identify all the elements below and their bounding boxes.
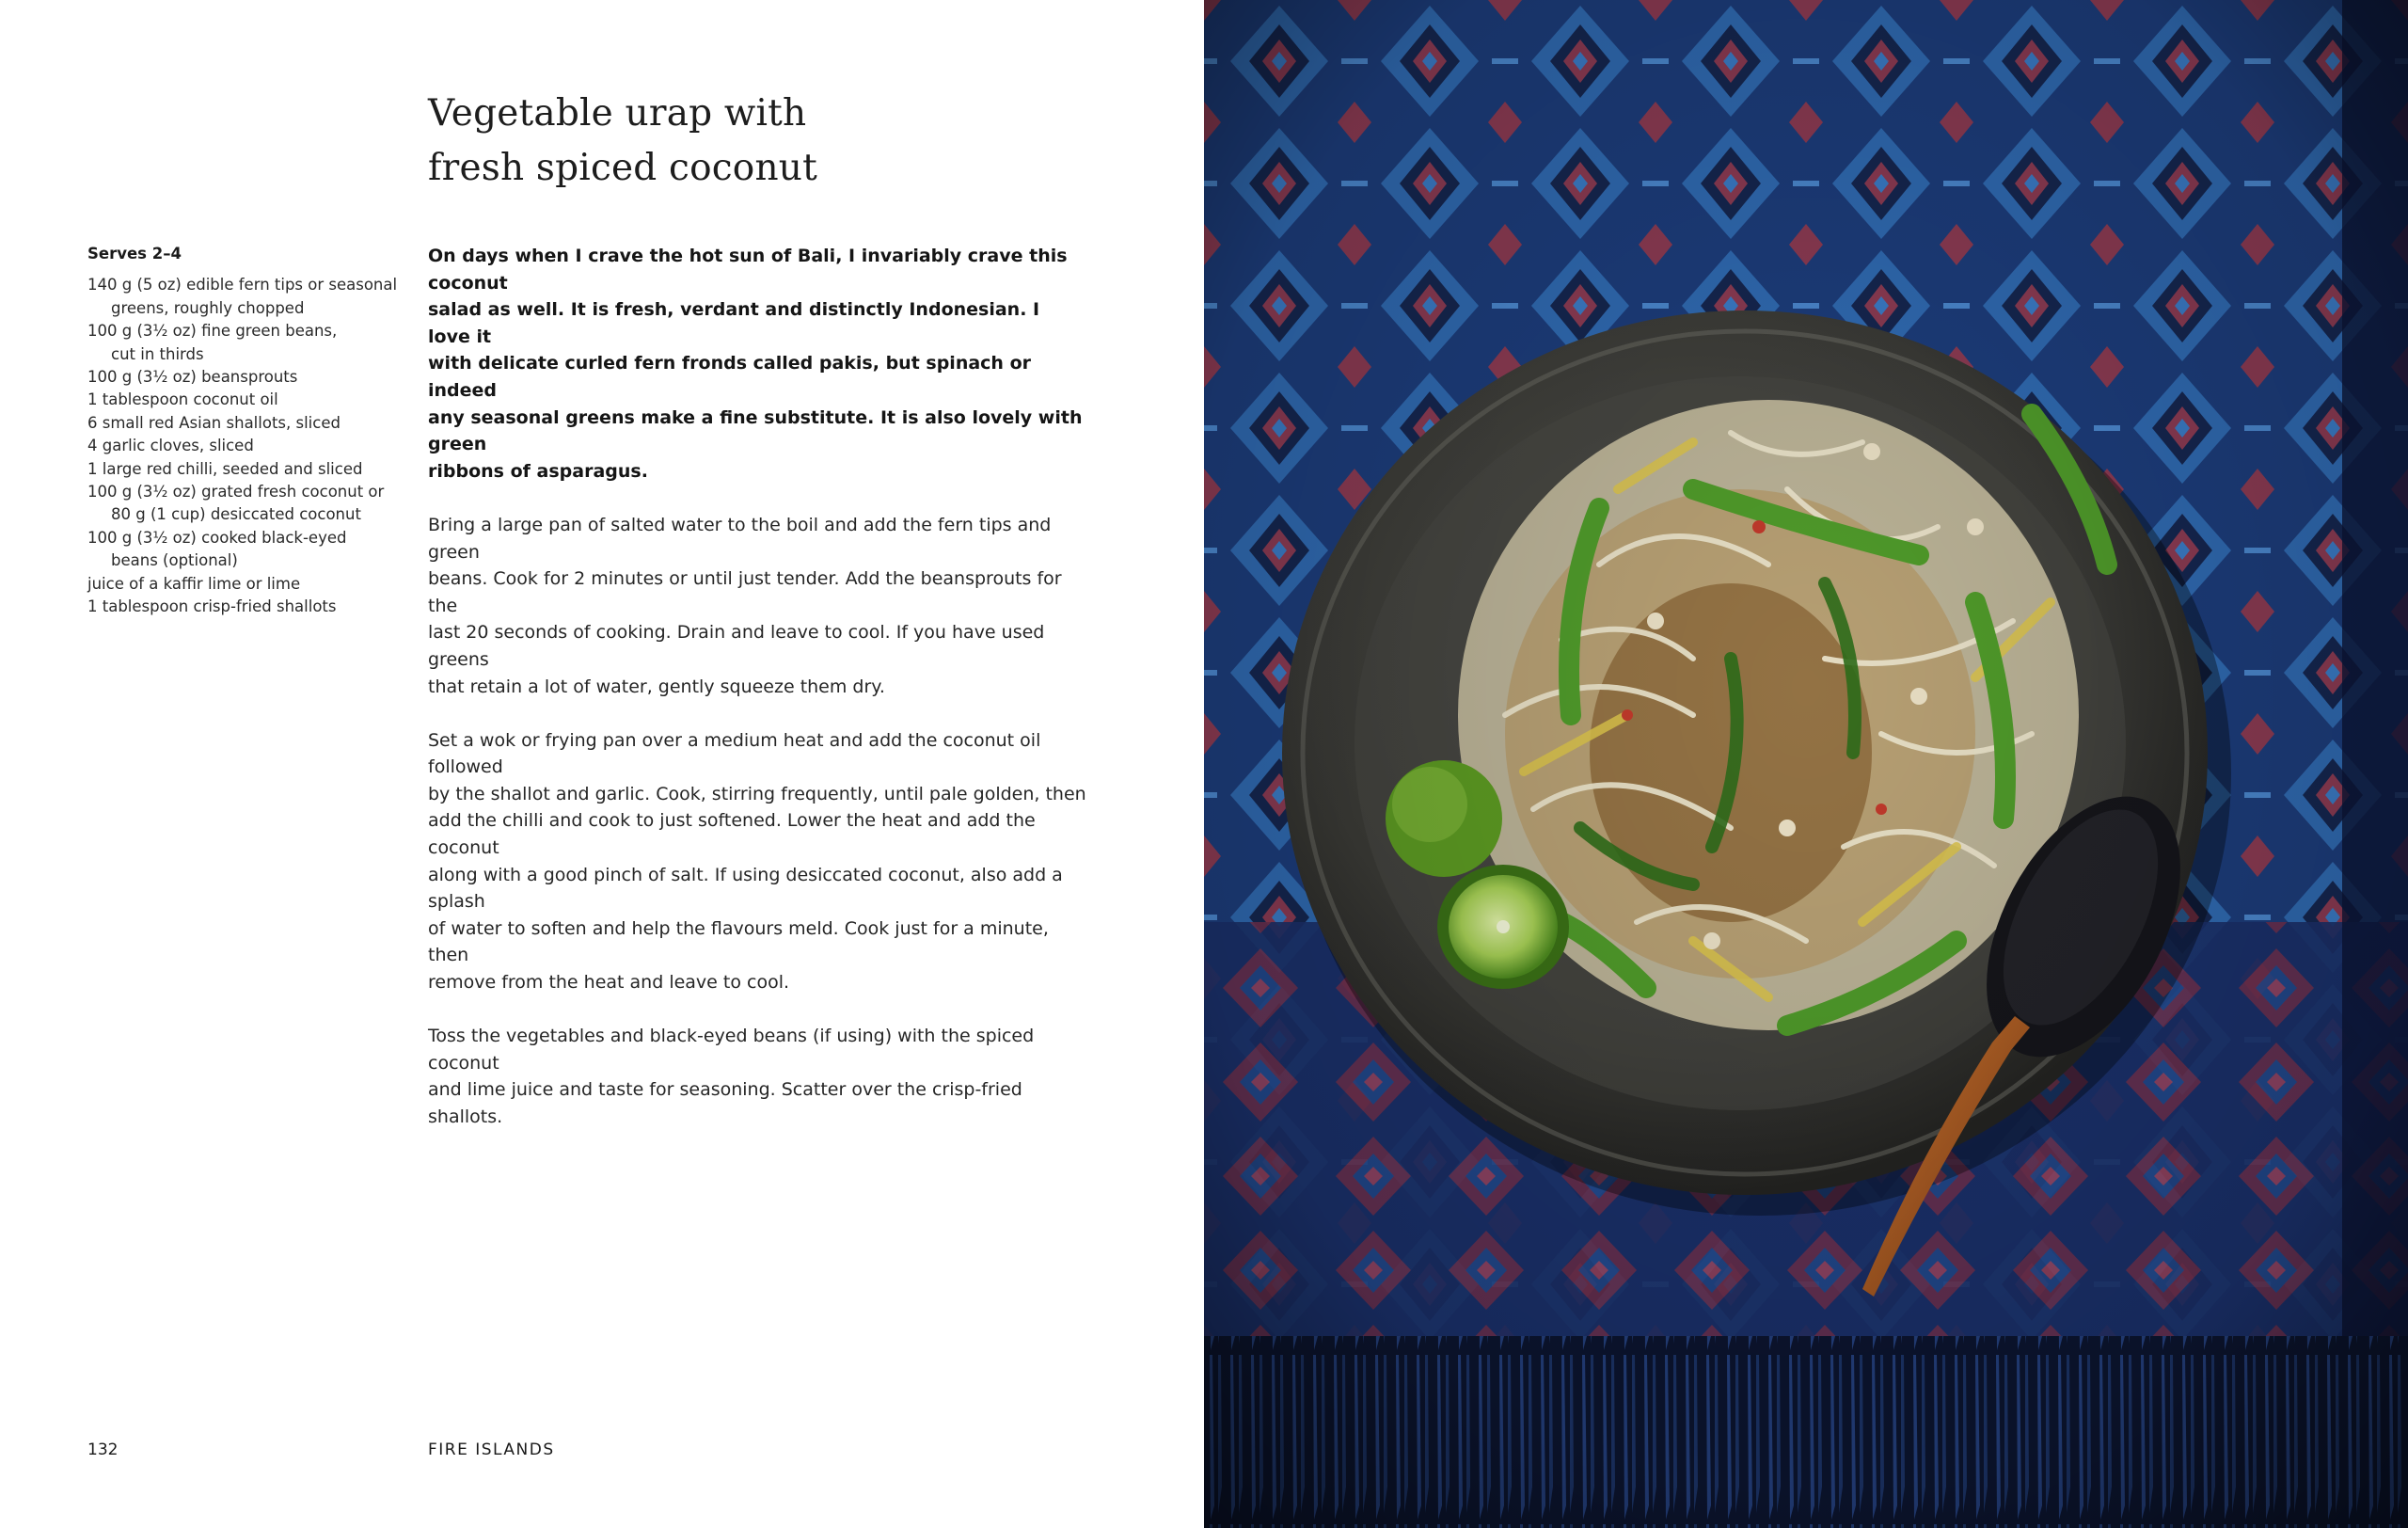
photo-vignette: [1204, 0, 2408, 1528]
ingredient-item: 1 tablespoon coconut oil: [87, 390, 278, 409]
urap-bowl-photo: [1204, 0, 2408, 1528]
recipe-title: [428, 87, 1143, 196]
ingredient-item: 100 g (3½ oz) cooked black-eyed beans (optional): [87, 528, 347, 570]
recipe-title-line: fresh spiced coconut: [428, 147, 817, 189]
running-head: FIRE ISLANDS: [428, 1440, 555, 1459]
ingredient-item: 100 g (3½ oz) fine green beans, cut in thirds: [87, 322, 338, 363]
intro-paragraph: On days when I crave the hot sun of Bali, I invariably crave this coconut salad as well. It is fresh, verdant and distinctly Indonesian. I love it with delicate curled fern fronds called pakis, but spinach or indeed any seasonal greens make a fine substitute. It is also lovely with green ribbons of asparagus.: [428, 246, 1083, 482]
ingredient-item: 100 g (3½ oz) beansprouts: [87, 368, 298, 387]
method-paragraph: Toss the vegetables and black-eyed beans (if using) with the spiced coconut and lime juice and taste for seasoning. Scatter over the crisp-fried shallots.: [428, 1026, 1035, 1127]
serves-label: Serves 2–4: [87, 245, 182, 263]
method-text: [428, 243, 1086, 1157]
recipe-title-line: Vegetable urap with: [428, 92, 807, 135]
page-number: 132: [87, 1440, 119, 1459]
ingredient-item: 140 g (5 oz) edible fern tips or seasonal greens, roughly chopped: [87, 276, 398, 317]
method-paragraph: Set a wok or frying pan over a medium heat and add the coconut oil followed by the shallot and garlic. Cook, stirring frequently, until pale golden, then add the chilli and cook to just softened. Lower the heat and add the coconut along with a good pinch of salt. If using desiccated coconut, also add a splash of water to soften and help the flavours meld. Cook just for a minute, then remove from the heat and leave to cool.: [428, 729, 1086, 994]
ingredient-item: 1 large red chilli, seeded and sliced: [87, 459, 363, 478]
ingredient-item: 100 g (3½ oz) grated fresh coconut or 80 g (1 cup) desiccated coconut: [87, 483, 385, 524]
ingredient-item: 1 tablespoon crisp-fried shallots: [87, 597, 337, 616]
ingredient-item: juice of a kaffir lime or lime: [87, 574, 301, 593]
ingredient-item: 6 small red Asian shallots, sliced: [87, 413, 341, 432]
ingredients-panel: [87, 243, 398, 619]
method-paragraph: Bring a large pan of salted water to the boil and add the fern tips and green beans. Cook for 2 minutes or until just tender. Add the beansprouts for the last 20 seconds of cooking. Drain and leave to cool. If you have used greens that retain a lot of water, gently squeeze them dry.: [428, 514, 1062, 697]
ingredient-item: 4 garlic cloves, sliced: [87, 437, 254, 455]
ingredient-list: [87, 274, 398, 618]
food-photo: [1204, 0, 2408, 1528]
